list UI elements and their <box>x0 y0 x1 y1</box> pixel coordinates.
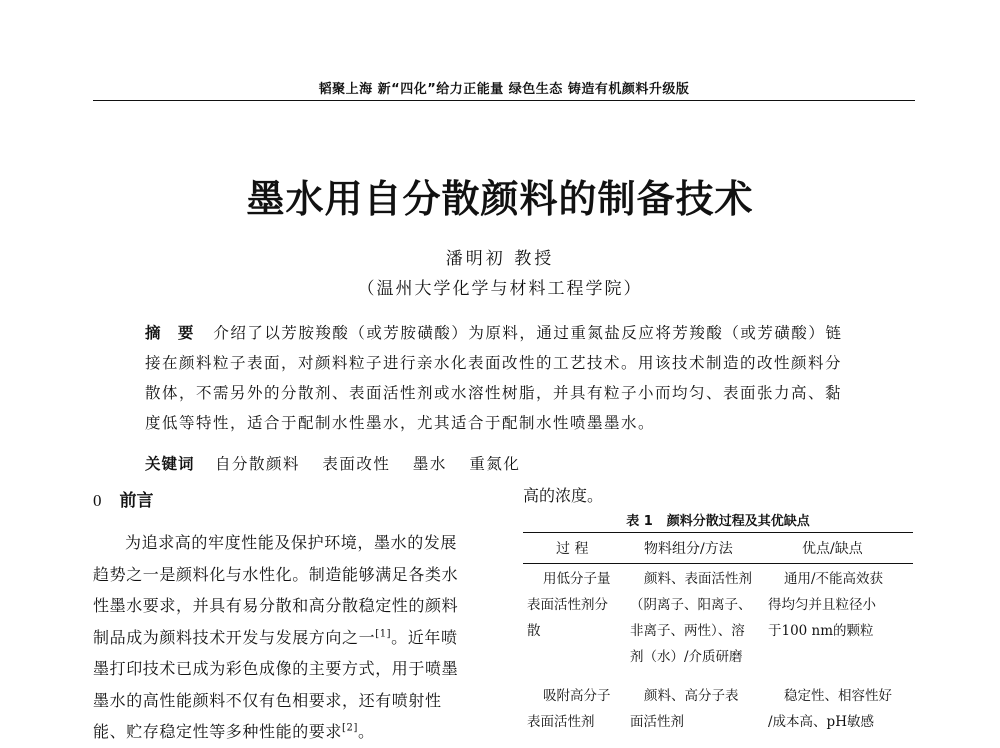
body-line: 性墨水要求，并具有易分散和高分散稳定性的颜料 <box>93 596 459 615</box>
author: 潘明初 教授 <box>445 249 555 269</box>
keyword: 表面改性 <box>322 455 391 473</box>
cell-line: （阴离子、阳离子、 <box>630 597 752 613</box>
citation-ref[interactable]: [2] <box>342 722 358 734</box>
table-header-materials: 物料组分/方法 <box>644 541 733 557</box>
section-heading <box>93 486 154 511</box>
body-line-text: 能、贮存稳定性等多种性能的要求 <box>93 722 343 741</box>
cell-line: 稳定性、相容性好 <box>784 688 892 704</box>
citation-ref[interactable]: [1] <box>375 628 392 640</box>
paper-title: 墨水用自分散颜料的制备技术 <box>246 177 754 221</box>
cell-line: 表面活性剂 <box>527 714 595 730</box>
body-line: 墨打印技术已成为彩色成像的主要方式，用于喷墨 <box>93 659 459 678</box>
cell-line: 颜料、表面活性剂 <box>644 571 752 587</box>
keyword: 重氮化 <box>469 455 521 473</box>
table-label: 表 1 <box>626 514 653 529</box>
cell-line: 于100 nm的颗粒 <box>768 623 874 639</box>
body-line: 趋势之一是颜料化与水性化。制造能够满足各类水 <box>93 564 459 584</box>
keyword: 自分散颜料 <box>214 455 300 473</box>
running-header: 韬聚上海 新“四化”给力正能量 绿色生态 铸造有机颜料升级版 <box>318 82 690 97</box>
cell-line: 颜料、高分子表 <box>644 688 739 704</box>
affiliation: （温州大学化学与材料工程学院） <box>357 279 643 299</box>
abstract-line <box>145 318 870 348</box>
table-top-rule <box>523 532 913 533</box>
cell-line: 吸附高分子 <box>543 688 611 704</box>
table-header-pros-cons: 优点/缺点 <box>802 541 863 557</box>
abstract <box>145 318 870 438</box>
cell-line: 非离子、两性）、溶 <box>630 623 745 639</box>
cell-line: 用低分子量 <box>543 571 611 587</box>
table-cell-materials <box>630 683 739 735</box>
body-line: 墨水的高性能颜料不仅有色相要求，还有喷射性 <box>93 690 442 710</box>
section-title: 前言 <box>119 491 154 511</box>
table-caption <box>523 510 913 529</box>
body-line-text: 。 <box>357 722 375 741</box>
abstract-line: 散体，不需另外的分散剂、表面活性剂或水溶性树脂，并具有粒子小而均匀、表面张力高、黏 <box>145 384 843 402</box>
header-rule <box>93 100 915 101</box>
keyword: 墨水 <box>412 455 447 473</box>
section-number: 0 <box>93 491 102 510</box>
cell-line: 通用/不能高效获 <box>784 571 884 587</box>
abstract-label: 摘 要 <box>145 324 200 342</box>
abstract-line: 接在颜料粒子表面，对颜料粒子进行亲水化表面改性的工艺技术。用该技术制造的改性颜料分 <box>145 354 843 372</box>
table-cell-pros-cons <box>768 683 892 735</box>
keywords-label: 关键词 <box>145 455 195 473</box>
body-text-right: 高的浓度。 <box>523 486 604 505</box>
cell-line: 表面活性剂分 <box>527 597 608 613</box>
cell-line: /成本高、pH敏感 <box>768 714 874 730</box>
cell-line: 面活性剂 <box>630 714 684 730</box>
body-text-left <box>93 527 493 748</box>
table-caption-text: 颜料分散过程及其优缺点 <box>666 514 810 529</box>
table-cell-pros-cons <box>768 566 883 644</box>
body-line-text: 。近年喷 <box>391 627 458 647</box>
body-line: 为追求高的牢度性能及保护环境，墨水的发展 <box>125 533 458 552</box>
cell-line: 散 <box>527 623 541 639</box>
table-header-rule <box>523 563 913 564</box>
cell-line: 得均匀并且粒径小 <box>768 597 876 613</box>
keywords <box>145 452 536 474</box>
body-line <box>93 622 493 654</box>
body-line-text: 制品成为颜料技术开发与发展方向之一 <box>93 627 376 647</box>
table-cell-materials <box>630 566 752 670</box>
abstract-line: 度低等特性，适合于配制水性墨水，尤其适合于配制水性喷墨墨水。 <box>145 414 656 432</box>
table-header-process: 过 程 <box>556 541 589 557</box>
abstract-line-text: 介绍了以芳胺羧酸（或芳胺磺酸）为原料，通过重氮盐反应将芳羧酸（或芳磺酸）链 <box>213 324 843 342</box>
table-cell-process <box>527 683 611 735</box>
table-cell-process <box>527 566 611 644</box>
cell-line: 剂（水）/介质研磨 <box>630 649 743 665</box>
